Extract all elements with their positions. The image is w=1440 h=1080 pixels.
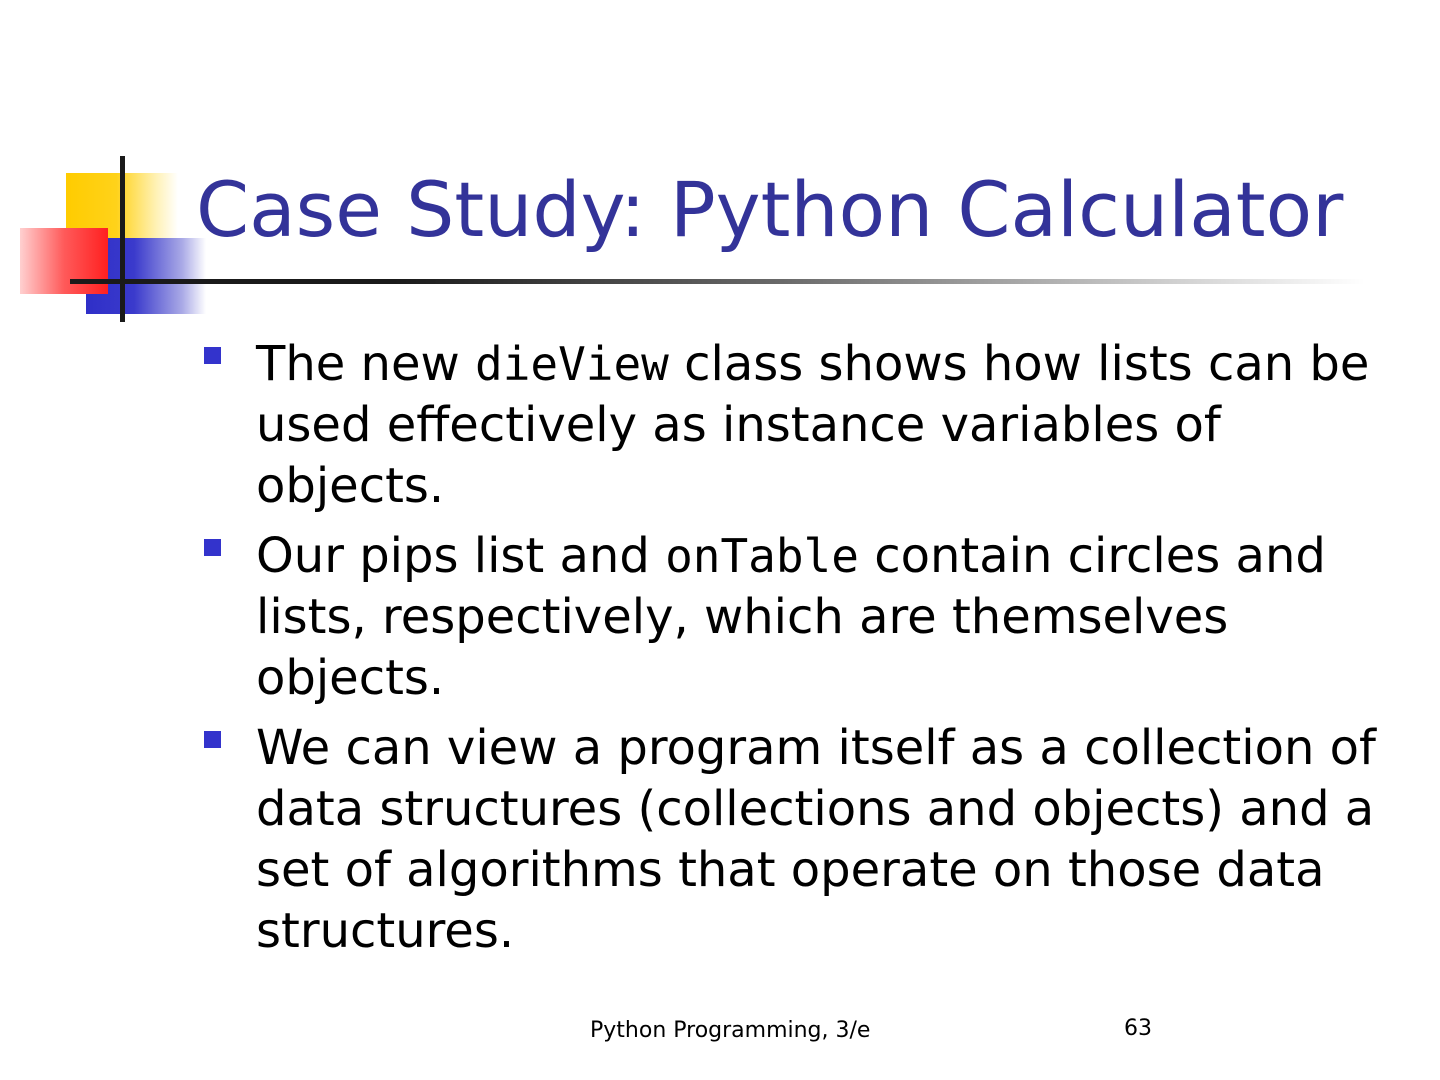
- bullet-item: [200, 334, 1410, 517]
- bullet-item: [200, 526, 1410, 709]
- bullet-square-icon: [204, 731, 221, 748]
- decor-vertical-line: [120, 156, 125, 322]
- code-term: onTable: [665, 529, 859, 583]
- bullet-square-icon: [204, 539, 221, 556]
- bullet-text: contain circles and lists, respectively, which are themselves objects.: [256, 528, 1326, 706]
- code-term: dieView: [475, 337, 669, 391]
- bullet-text: We can view a program itself as a collection of data structures (collections and objects) and a set of algorithms that operate on those data structures.: [256, 720, 1376, 959]
- bullet-text: The new: [256, 336, 475, 392]
- footer-text: Python Programming, 3/e: [590, 1018, 871, 1043]
- bullet-square-icon: [204, 347, 221, 364]
- decor-red-square: [20, 228, 108, 294]
- bullet-list: [200, 334, 1410, 971]
- bullet-text: class shows how lists can be used effectively as instance variables of objects.: [256, 336, 1370, 514]
- bullet-item: [200, 718, 1410, 962]
- bullet-text: Our pips list and: [256, 528, 666, 584]
- page-number: 63: [1124, 1016, 1152, 1041]
- slide-title: Case Study: Python Calculator: [196, 165, 1344, 254]
- title-underline: [70, 279, 1365, 284]
